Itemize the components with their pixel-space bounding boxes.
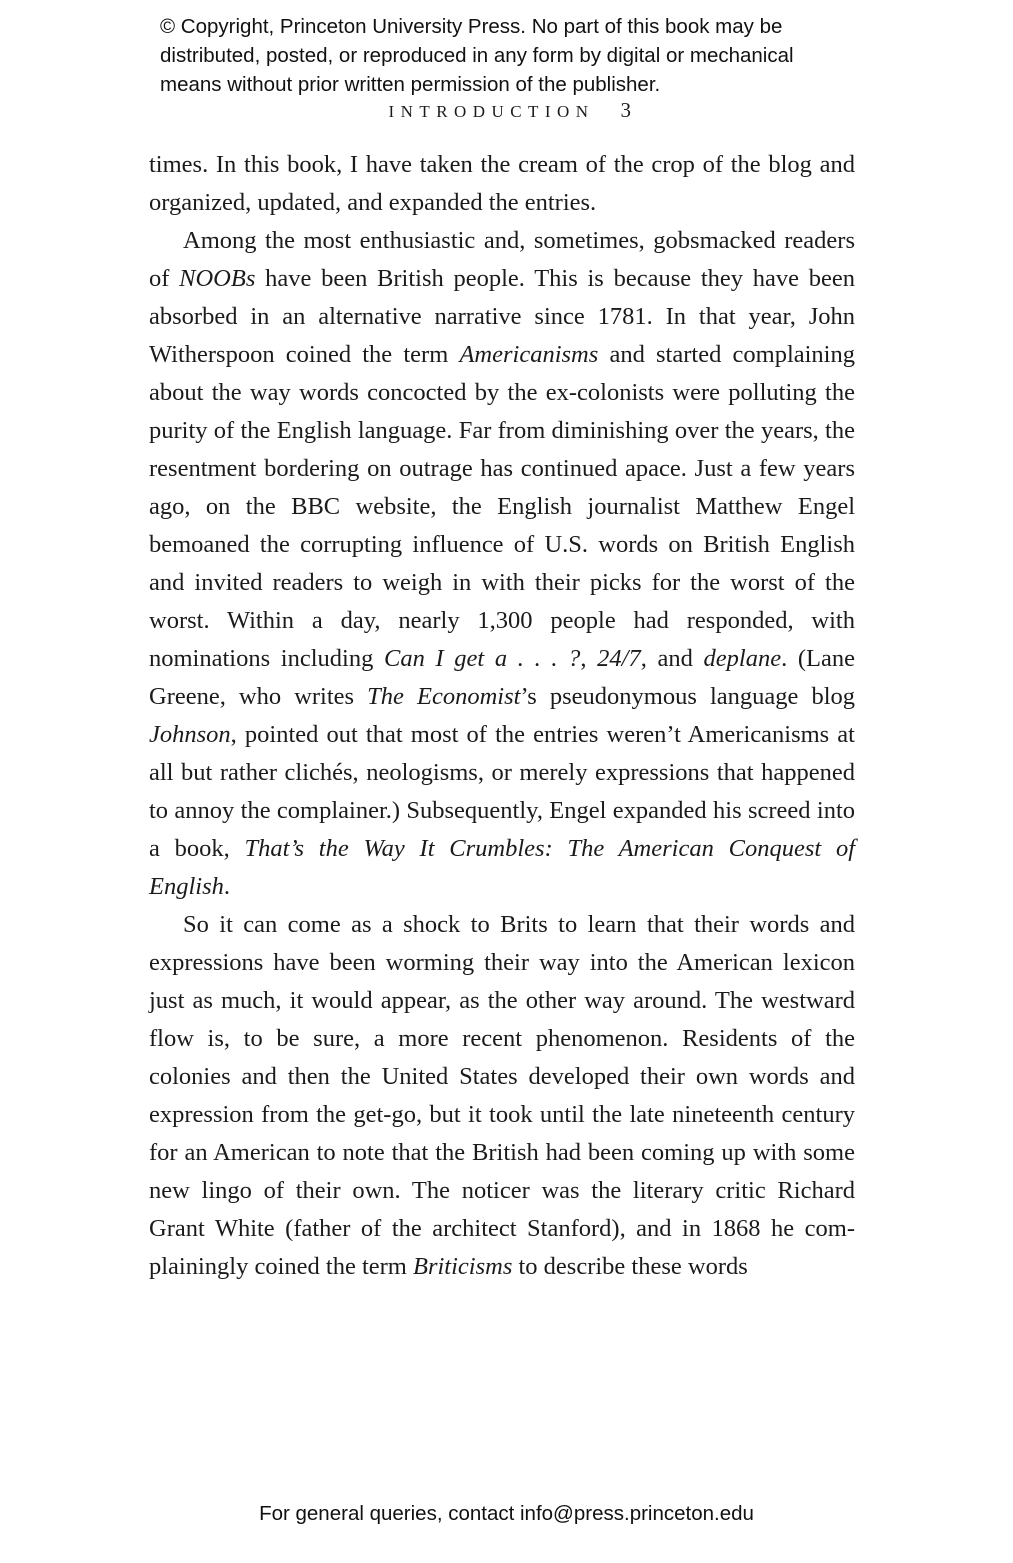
text-run: , pointed out that most of the entries weren’t Americanisms at all but rather clichés, neologisms, or merely expressions that happened to annoy the complainer.) Subsequently, Engel expanded his screed into a book, bbox=[149, 721, 855, 862]
text-run: Johnson bbox=[149, 721, 231, 748]
paragraph bbox=[149, 146, 855, 222]
text-run: The Economist bbox=[367, 683, 521, 710]
chapter-title: INTRODUCTION bbox=[388, 102, 595, 121]
text-run: , and bbox=[640, 645, 704, 672]
text-run: and started complaining about the way words concocted by the ex-colonists were polluting the purity of the English language. Far from diminishing over the years, the resentment bordering on outrage has continued apace. Just a few years ago, on the BBC website, the English journalist Matthew Engel bemoaned the corrupting influence of U.S. words on British English and invited readers to weigh in with their picks for the worst of the worst. Within a day, nearly 1,300 people had responded, with nominations including bbox=[149, 341, 855, 672]
text-run: . (Lane Greene, who writes bbox=[149, 645, 856, 710]
text-run: Among the most enthusiastic and, sometimes, gobsmacked readers of bbox=[149, 227, 855, 292]
text-run: . bbox=[223, 873, 230, 900]
footer-contact: For general queries, contact info@press.princeton.edu bbox=[259, 1502, 754, 1525]
text-run: times. In this book, I have taken the cream of the crop of the blog and organized, updated, and expanded the entries. bbox=[149, 151, 855, 216]
text-run: , bbox=[580, 645, 598, 672]
paragraph bbox=[149, 906, 855, 1286]
text-run: ’s pseudonymous language blog bbox=[520, 683, 856, 710]
text-run: to describe these words bbox=[512, 1253, 748, 1280]
running-header bbox=[0, 98, 1013, 123]
text-run: have been British people. This is because they have been absorbed in an alternative narrative since 1781. In that year, John Witherspoon coined the term bbox=[149, 265, 855, 368]
text-run: So it can come as a shock to Brits to learn that their words and expressions have been worming their way into the American lexicon just as much, it would appear, as the other way around. The westward flow is, to be sure, a more recent phenomenon. Residents of the colonies and then the United States developed their own words and expression from the get-go, but it took until the late nineteenth century for an American to note that the British had been coming up with some new lingo of their own. The noticer was the literary critic Richard Grant White (father of the architect Stanford), and in 1868 he complainingly coined the term bbox=[149, 911, 855, 1280]
text-run: Americanisms bbox=[459, 341, 599, 368]
copyright-notice: © Copyright, Princeton University Press. No part of this book may be distributed, posted, or reproduced in any form by digital or mechanical means without prior written permission of the publisher. bbox=[160, 15, 794, 96]
text-run: Briticisms bbox=[413, 1253, 513, 1280]
text-run: That’s the Way It Crumbles: The American Conquest of English bbox=[149, 835, 855, 900]
body-text bbox=[149, 146, 855, 1286]
text-run: Can I get a . . . ? bbox=[384, 645, 581, 672]
text-run: NOOBs bbox=[179, 265, 256, 292]
text-run: 24/7 bbox=[597, 645, 641, 672]
page-number: 3 bbox=[620, 98, 631, 122]
paragraph bbox=[149, 222, 855, 906]
text-run: deplane bbox=[703, 645, 782, 672]
